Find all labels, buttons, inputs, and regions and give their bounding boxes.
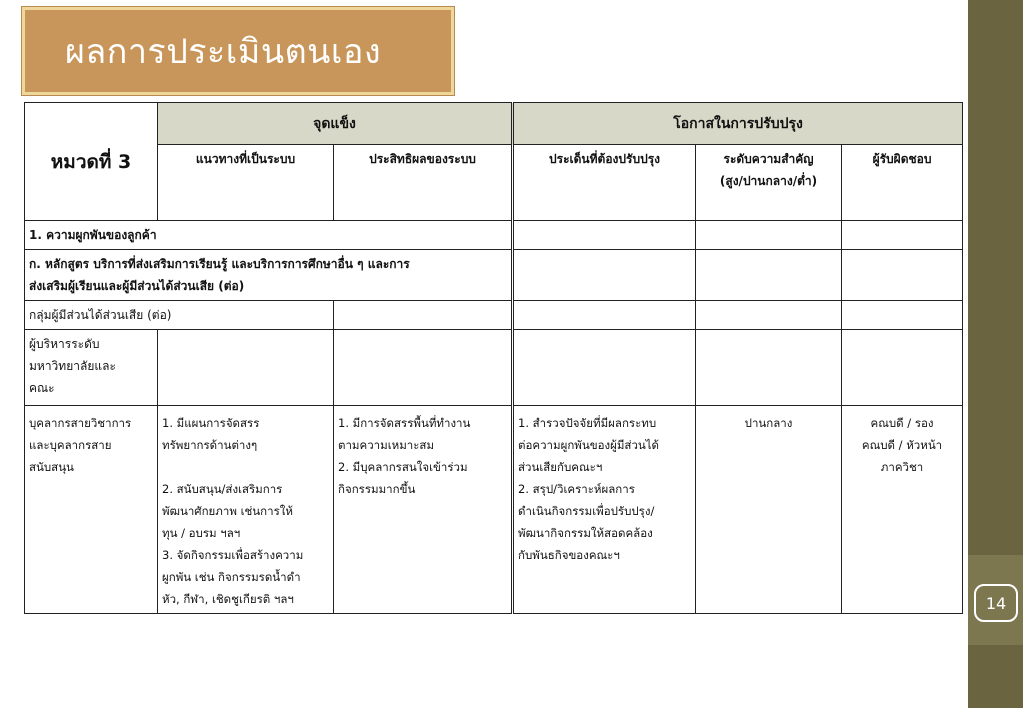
table-cell [842, 301, 963, 330]
section-title: 1. ความผูกพันของลูกค้า [25, 221, 513, 250]
table-cell [842, 250, 963, 301]
table-cell [696, 221, 842, 250]
col-priority [696, 145, 842, 221]
col-system-effectiveness: ประสิทธิผลของระบบ [334, 145, 513, 221]
table-cell [158, 330, 334, 406]
col-priority-line2: (สูง/ปานกลาง/ต่ำ) [719, 174, 818, 188]
page-number: 14 [974, 584, 1018, 622]
responsible-line: ภาควิชา [880, 460, 924, 474]
table-row [25, 221, 963, 250]
row-label-line: บุคลากรสายวิชาการ [29, 416, 132, 430]
table-cell [513, 250, 696, 301]
table-cell [696, 301, 842, 330]
issue-line: ดำเนินกิจกรรมเพื่อปรับปรุง/ [518, 504, 655, 518]
table-cell [513, 330, 696, 406]
col-systematic-approach: แนวทางที่เป็นระบบ [158, 145, 334, 221]
effect-line: 2. มีบุคลากรสนใจเข้าร่วม [338, 460, 468, 474]
approach-line: 3. จัดกิจกรรมเพื่อสร้างความ [162, 548, 304, 562]
responsible-line: คณบดี / หัวหน้า [861, 438, 943, 452]
approach-line: 1. มีแผนการจัดสรร [162, 416, 260, 430]
effect-line: กิจกรรมมากขึ้น [338, 482, 416, 496]
row-label-line: สนับสนุน [29, 460, 74, 474]
approach-line: 2. สนับสนุน/ส่งเสริมการ [162, 482, 283, 496]
table-cell [334, 301, 513, 330]
issue-line: 1. สำรวจปัจจัยที่มีผลกระทบ [518, 416, 657, 430]
page-title: ผลการประเมินตนเอง [65, 32, 382, 72]
row-label-executives [25, 330, 158, 406]
issue-line: 2. สรุป/วิเคราะห์ผลการ [518, 482, 635, 496]
table-cell [842, 330, 963, 406]
table-row [25, 301, 963, 330]
approach-line: ทรัพยากรด้านต่างๆ [162, 438, 258, 452]
approach-line: ทุน / อบรม ฯลฯ [162, 526, 241, 540]
approach-line: หัว, กีฬา, เชิดชูเกียรติ ฯลฯ [162, 592, 294, 606]
responsible-cell [842, 406, 963, 614]
table-cell [842, 221, 963, 250]
col-improvement-issue: ประเด็นที่ต้องปรับปรุง [513, 145, 696, 221]
issue-line: กับพันธกิจของคณะฯ [518, 548, 620, 562]
row-label-staff [25, 406, 158, 614]
issue-line: ส่วนเสียกับคณะฯ [518, 460, 603, 474]
priority-cell: ปานกลาง [696, 406, 842, 614]
effect-line: 1. มีการจัดสรรพื้นที่ทำงาน [338, 416, 471, 430]
approach-line: ผูกพัน เช่น กิจกรรมรดน้ำดำ [162, 570, 301, 584]
subsection-title [25, 250, 513, 301]
row-label-line: ผู้บริหารระดับ [29, 337, 100, 351]
table-row [25, 406, 963, 614]
approach-line: พัฒนาศักยภาพ เช่นการให้ [162, 504, 293, 518]
assessment-table [24, 102, 963, 614]
issue-line: ต่อความผูกพันของผู้มีส่วนได้ [518, 438, 660, 452]
issue-line: พัฒนากิจกรรมให้สอดคล้อง [518, 526, 653, 540]
table-cell [334, 330, 513, 406]
row-label-line: คณะ [29, 381, 55, 395]
table-row [25, 250, 963, 301]
title-box [22, 7, 454, 95]
effect-line: ตามความเหมาะสม [338, 438, 435, 452]
systematic-approach-cell [158, 406, 334, 614]
table-cell [696, 330, 842, 406]
category-header: หมวดที่ 3 [25, 103, 158, 221]
row-label-line: มหาวิทยาลัยและ [29, 359, 116, 373]
responsible-line: คณบดี / รอง [870, 416, 934, 430]
table-cell [513, 221, 696, 250]
improvement-issue-cell [513, 406, 696, 614]
subsection-line2: ส่งเสริมผู้เรียนและผู้มีส่วนได้ส่วนเสีย (ต่อ) [29, 279, 245, 293]
table-cell [513, 301, 696, 330]
col-responsible: ผู้รับผิดชอบ [842, 145, 963, 221]
system-effectiveness-cell [334, 406, 513, 614]
stakeholder-group-label: กลุ่มผู้มีส่วนได้ส่วนเสีย (ต่อ) [25, 301, 334, 330]
table-cell [696, 250, 842, 301]
col-priority-line1: ระดับความสำคัญ [723, 152, 814, 166]
strengths-header: จุดแข็ง [158, 103, 513, 145]
improvement-header: โอกาสในการปรับปรุง [513, 103, 963, 145]
subsection-line1: ก. หลักสูตร บริการที่ส่งเสริมการเรียนรู้ และบริการการศึกษาอื่น ๆ และการ [29, 257, 410, 271]
row-label-line: และบุคลากรสาย [29, 438, 112, 452]
table-row [25, 330, 963, 406]
